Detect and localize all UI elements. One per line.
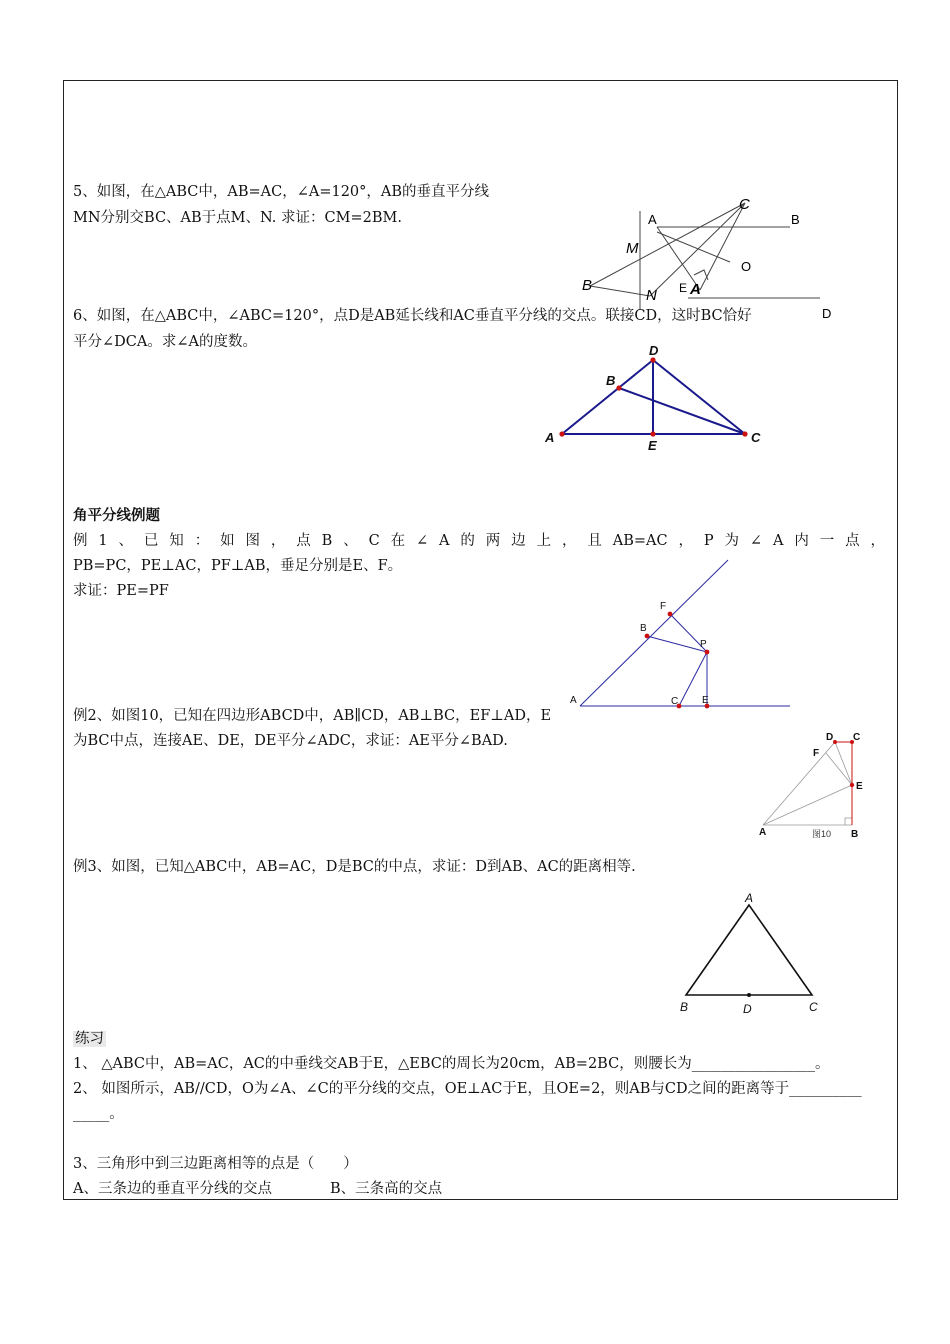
ex1-label-f: F — [660, 601, 667, 612]
ex1-label-b: B — [640, 623, 647, 634]
p5-label-d: D — [822, 306, 832, 321]
p6-label-a: A — [545, 430, 555, 445]
p5-label-b: B — [791, 212, 800, 227]
problem-6-line-2: 平分∠DCA。求∠A的度数。 — [73, 334, 257, 350]
ex2-label-e: E — [856, 781, 863, 792]
angle-bisector-heading: 角平分线例题 — [73, 508, 160, 524]
p6-label-b: B — [606, 373, 616, 388]
ex2-caption: 图10 — [812, 829, 832, 839]
practice-question-3-options: A、三条边的垂直平分线的交点 B、三条高的交点 — [73, 1181, 443, 1197]
p6-label-e: E — [648, 438, 657, 453]
ex3-label-c: C — [809, 1000, 818, 1014]
p5-label-c: C — [739, 196, 750, 213]
practice-question-3: 3、三角形中到三边距离相等的点是（ ） — [73, 1156, 358, 1172]
p6-label-d: D — [649, 343, 659, 358]
practice-question-1: 1、 △ABC中，AB=AC，AC的中垂线交AB于E，△EBC的周长为20cm，AB=2BC，则腰长为_________________。 — [73, 1056, 830, 1072]
practice-heading: 练习 — [75, 1031, 104, 1047]
ex3-label-d: D — [743, 1002, 752, 1016]
p5-label-n: N — [646, 287, 657, 304]
example-2-line-2: 为BC中点，连接AE、DE，DE平分∠ADC，求证：AE平分∠BAD. — [73, 733, 508, 749]
example-1-line-3: 求证：PE=PF — [73, 583, 169, 599]
example-1-line-1: 例 1 、 已 知 ： 如 图 ， 点 B 、 C 在 ∠ A 的 两 边 上 ， 且 AB=AC ， P 为 ∠ A 内 一 点 ， — [73, 533, 885, 549]
ex1-label-c: C — [671, 696, 679, 707]
practice-question-2-line-1: 2、 如图所示，AB//CD，O为∠A、∠C的平分线的交点，OE⊥AC于E，且OE=2，则AB与CD之间的距离等于__________ — [73, 1081, 862, 1097]
p5-label-m: M — [626, 240, 639, 257]
ex1-label-a: A — [570, 695, 577, 706]
ex3-label-b: B — [680, 1000, 689, 1014]
p5-label-a: A — [648, 212, 657, 227]
ex2-label-a: A — [759, 827, 767, 838]
problem-5-line-2: MN分别交BC、AB于点M、N. 求证：CM=2BM. — [73, 210, 402, 226]
p5-label-b2: B — [582, 277, 593, 294]
ex1-label-e: E — [702, 695, 709, 706]
p5-label-e: E — [679, 281, 688, 295]
p5-label-a2: A — [690, 281, 701, 298]
example-1-line-2: PB=PC，PE⊥AC，PF⊥AB，垂足分别是E、F。 — [73, 558, 403, 574]
ex2-label-f: F — [813, 748, 820, 759]
example-3-line: 例3、如图，已知△ABC中，AB=AC，D是BC的中点，求证：D到AB、AC的距离相等. — [73, 859, 636, 875]
problem-6-line-1: 6、如图，在△ABC中，∠ABC=120°，点D是AB延长线和AC垂直平分线的交点。联接CD，这时BC恰好 — [73, 308, 752, 324]
ex2-label-c: C — [853, 732, 861, 743]
ex1-label-p: P — [700, 639, 707, 650]
practice-question-2-line-2: _____。 — [73, 1106, 124, 1122]
example-2-line-1: 例2、如图10，已知在四边形ABCD中，AB∥CD，AB⊥BC，EF⊥AD，E — [73, 708, 552, 724]
p5-label-o: O — [741, 259, 752, 274]
ex3-triangle — [686, 905, 812, 995]
p6-label-c: C — [751, 430, 761, 445]
ex2-label-d: D — [826, 732, 834, 743]
ex2-label-b: B — [851, 829, 859, 840]
ex3-point-d — [747, 993, 751, 997]
problem-5-line-1: 5、如图，在△ABC中，AB=AC，∠A=120°，AB的垂直平分线 — [73, 184, 490, 200]
ex3-label-a: A — [745, 891, 754, 905]
